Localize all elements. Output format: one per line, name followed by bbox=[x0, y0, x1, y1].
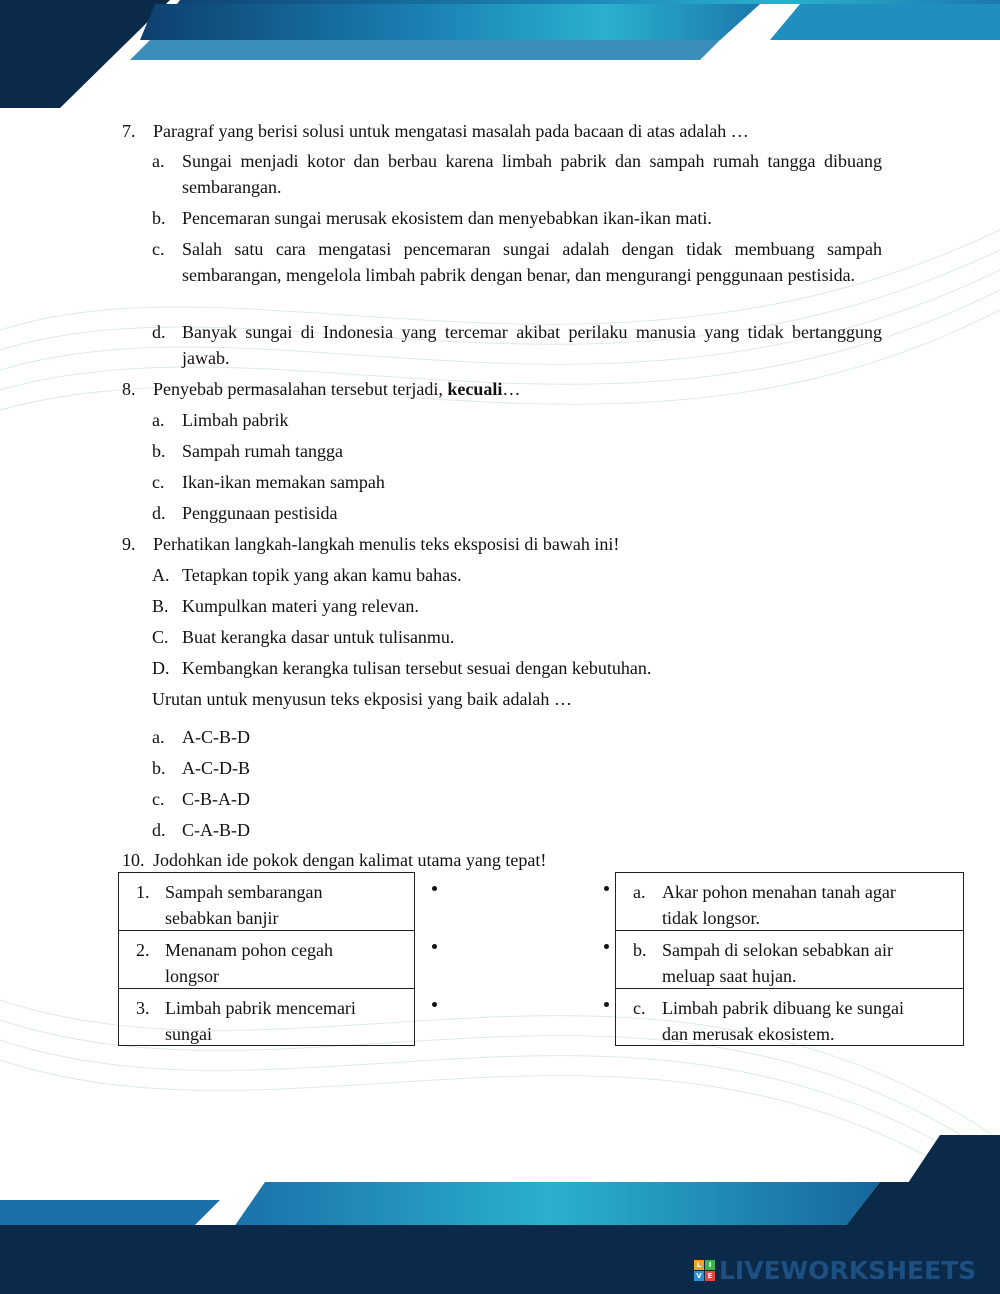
question-prompt: Urutan untuk menyusun teks ekposisi yang baik adalah … bbox=[152, 689, 572, 709]
match-left-line: longsor bbox=[165, 966, 219, 986]
step-text: Tetapkan topik yang akan kamu bahas. bbox=[182, 565, 462, 585]
match-left-dot-1[interactable] bbox=[432, 886, 437, 891]
logo-mark-icon bbox=[694, 1260, 715, 1281]
match-left-text bbox=[165, 937, 333, 989]
question-number: 8. bbox=[122, 379, 136, 399]
step-label: D. bbox=[152, 658, 170, 678]
match-left-line: Menanam pohon cegah bbox=[165, 940, 333, 960]
match-left-text bbox=[165, 879, 322, 931]
option-label: c. bbox=[152, 789, 165, 809]
match-left-1 bbox=[118, 872, 415, 931]
match-right-b bbox=[615, 930, 964, 989]
match-right-line: Akar pohon menahan tanah agar bbox=[662, 882, 896, 902]
option-label: d. bbox=[152, 820, 166, 840]
match-left-dot-2[interactable] bbox=[432, 944, 437, 949]
question-number: 7. bbox=[122, 121, 136, 141]
match-right-a bbox=[615, 872, 964, 931]
match-right-label: c. bbox=[633, 998, 646, 1018]
option-label: a. bbox=[152, 727, 165, 747]
match-left-line: sebabkan banjir bbox=[165, 908, 279, 928]
step-label: A. bbox=[152, 565, 170, 585]
option-text: Pencemaran sungai merusak ekosistem dan menyebabkan ikan-ikan mati. bbox=[182, 208, 712, 228]
step-text: Kumpulkan materi yang relevan. bbox=[182, 596, 419, 616]
option-text: C-B-A-D bbox=[182, 789, 250, 809]
question-text: Perhatikan langkah-langkah menulis teks eksposisi di bawah ini! bbox=[153, 534, 620, 554]
match-left-line: Sampah sembarangan bbox=[165, 882, 323, 902]
option-text: C-A-B-D bbox=[182, 820, 250, 840]
logo-letter: L bbox=[694, 1260, 704, 1270]
option-label: a. bbox=[152, 151, 165, 171]
step-label: B. bbox=[152, 596, 169, 616]
option-text: Banyak sungai di Indonesia yang tercemar akibat perilaku manusia yang tidak bertanggung jawab. bbox=[182, 322, 882, 368]
match-right-line: meluap saat hujan. bbox=[662, 966, 797, 986]
option-text: A-C-B-D bbox=[182, 727, 250, 747]
question-number: 9. bbox=[122, 534, 136, 554]
match-right-dot-b[interactable] bbox=[604, 944, 609, 949]
question-text bbox=[153, 376, 520, 402]
match-right-text bbox=[662, 995, 904, 1047]
option-text: Penggunaan pestisida bbox=[182, 503, 338, 523]
option-text: Sungai menjadi kotor dan berbau karena limbah pabrik dan sampah rumah tangga dibuang sembarangan. bbox=[182, 151, 882, 197]
logo-letter: V bbox=[694, 1271, 704, 1281]
match-right-c bbox=[615, 988, 964, 1046]
match-left-text bbox=[165, 995, 356, 1047]
match-left-label: 3. bbox=[136, 998, 150, 1018]
match-left-2 bbox=[118, 930, 415, 989]
match-left-line: Limbah pabrik mencemari bbox=[165, 998, 356, 1018]
match-right-label: a. bbox=[633, 882, 646, 902]
question-text: Paragraf yang berisi solusi untuk mengatasi masalah pada bacaan di atas adalah … bbox=[153, 121, 749, 141]
option-label: b. bbox=[152, 758, 166, 778]
question-text: Jodohkan ide pokok dengan kalimat utama yang tepat! bbox=[153, 850, 547, 870]
option-label: c. bbox=[152, 239, 165, 259]
step-text: Buat kerangka dasar untuk tulisanmu. bbox=[182, 627, 455, 647]
option-label: b. bbox=[152, 208, 166, 228]
match-right-line: tidak longsor. bbox=[662, 908, 760, 928]
liveworksheets-logo bbox=[694, 1257, 976, 1283]
logo-text: LIVEWORKSHEETS bbox=[719, 1255, 977, 1285]
match-right-text bbox=[662, 937, 893, 989]
match-left-label: 2. bbox=[136, 940, 150, 960]
match-right-line: Sampah di selokan sebabkan air bbox=[662, 940, 893, 960]
question-number: 10. bbox=[122, 850, 145, 870]
match-right-dot-c[interactable] bbox=[604, 1002, 609, 1007]
option-label: c. bbox=[152, 472, 165, 492]
step-label: C. bbox=[152, 627, 169, 647]
match-right-line: Limbah pabrik dibuang ke sungai bbox=[662, 998, 904, 1018]
logo-letter: E bbox=[705, 1271, 715, 1281]
option-text: Ikan-ikan memakan sampah bbox=[182, 472, 385, 492]
match-left-label: 1. bbox=[136, 882, 150, 902]
option-text: Sampah rumah tangga bbox=[182, 441, 343, 461]
option-text: Salah satu cara mengatasi pencemaran sungai adalah dengan tidak membuang sampah sembarangan, mengelola limbah pabrik dengan benar, dan mengurangi penggunaan pestisida. bbox=[182, 239, 882, 285]
match-left-3 bbox=[118, 988, 415, 1046]
option-text: A-C-D-B bbox=[182, 758, 250, 778]
question-text-start: Penyebab permasalahan tersebut terjadi, bbox=[153, 379, 448, 399]
match-right-label: b. bbox=[633, 940, 647, 960]
logo-letter: I bbox=[705, 1260, 715, 1270]
option-label: d. bbox=[152, 322, 166, 342]
option-text: Limbah pabrik bbox=[182, 410, 289, 430]
match-right-text bbox=[662, 879, 896, 931]
option-label: d. bbox=[152, 503, 166, 523]
option-label: a. bbox=[152, 410, 165, 430]
step-text: Kembangkan kerangka tulisan tersebut sesuai dengan kebutuhan. bbox=[182, 658, 652, 678]
question-text-emphasis: kecuali bbox=[447, 379, 503, 399]
match-right-line: dan merusak ekosistem. bbox=[662, 1024, 835, 1044]
question-text-end: … bbox=[502, 379, 521, 399]
match-left-dot-3[interactable] bbox=[432, 1002, 437, 1007]
option-label: b. bbox=[152, 441, 166, 461]
match-left-line: sungai bbox=[165, 1024, 212, 1044]
match-right-dot-a[interactable] bbox=[604, 886, 609, 891]
